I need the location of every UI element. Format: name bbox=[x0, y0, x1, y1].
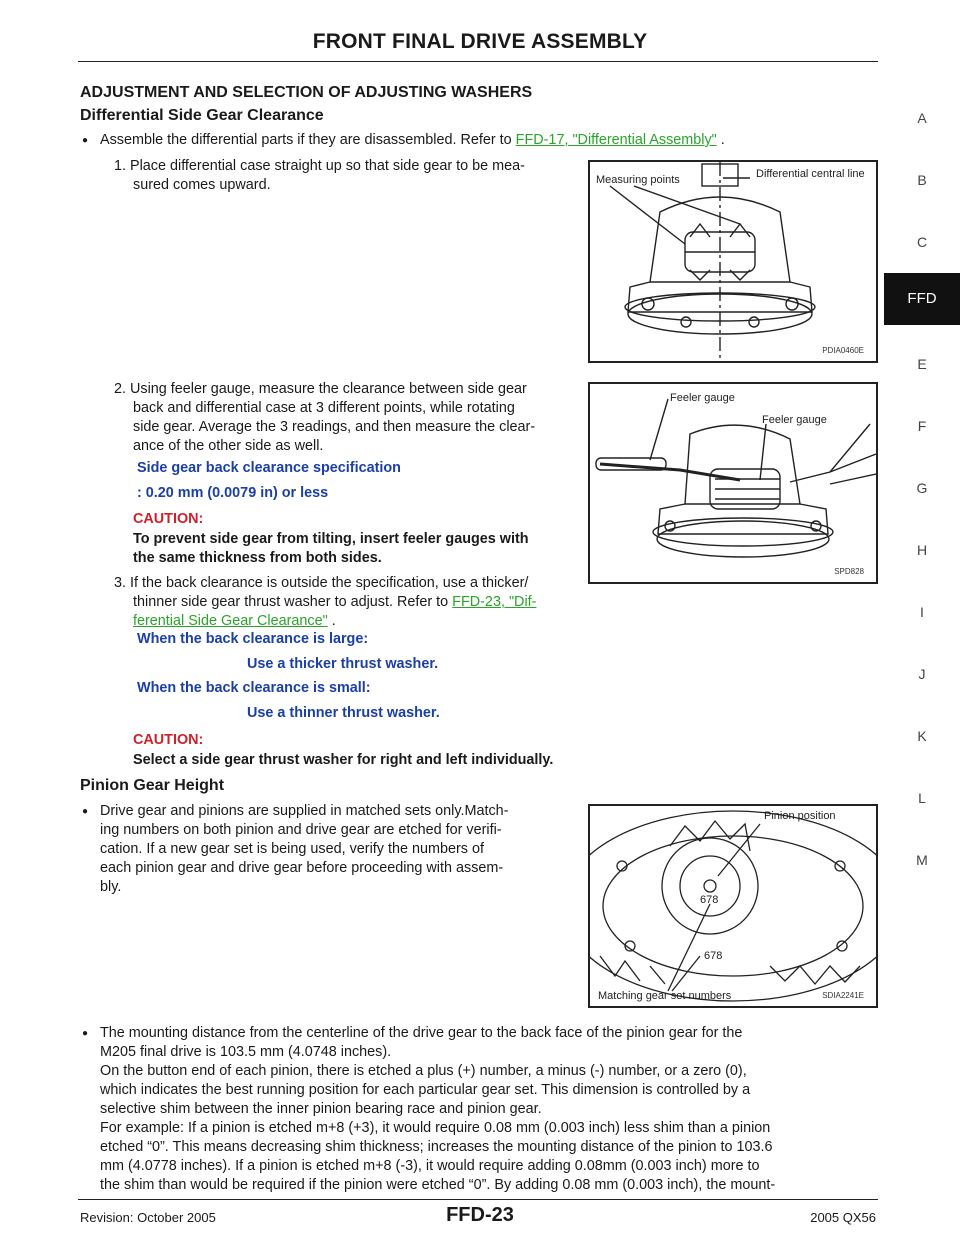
header-rule bbox=[78, 61, 878, 62]
pinion-para-d: each pinion gear and drive gear before proceeding with assem- bbox=[100, 860, 504, 876]
mount-para-1: The mounting distance from the centerline of the drive gear to the back face of the pinion gear for the bbox=[100, 1025, 743, 1041]
link-side-gear-clearance-a[interactable]: FFD-23, "Dif- bbox=[452, 594, 537, 610]
side-index-e[interactable]: E bbox=[917, 356, 927, 372]
side-index-b[interactable]: B bbox=[917, 172, 927, 188]
side-index-k[interactable]: K bbox=[917, 728, 927, 744]
step-3-text: thinner side gear thrust washer to adjust. Refer to bbox=[133, 594, 453, 610]
mount-para-4: which indicates the best running position for each particular gear set. This dimension is controlled by a bbox=[100, 1082, 751, 1098]
side-index-i[interactable]: I bbox=[920, 604, 924, 620]
figure-code: SPD828 bbox=[834, 567, 864, 576]
pinion-para-e: bly. bbox=[100, 879, 122, 895]
subsection-side-gear-title: Differential Side Gear Clearance bbox=[80, 107, 324, 124]
differential-case-drawing bbox=[590, 162, 876, 361]
side-index-g[interactable]: G bbox=[916, 480, 928, 496]
side-index-ffd[interactable]: FFD bbox=[884, 273, 960, 325]
footer-model: 2005 QX56 bbox=[810, 1210, 876, 1225]
label-etched-678-gear: 678 bbox=[704, 950, 723, 962]
pinion-gear-drawing bbox=[590, 806, 876, 1006]
figure-pinion-gear bbox=[588, 804, 878, 1008]
caution-body-b: the same thickness from both sides. bbox=[133, 550, 382, 566]
label-feeler-gauge-left: Feeler gauge bbox=[670, 392, 735, 404]
caution-body-a: To prevent side gear from tilting, insert feeler gauges with bbox=[133, 531, 529, 547]
figure-feeler-gauge bbox=[588, 382, 878, 584]
mount-para-6: For example: If a pinion is etched m+8 (+3), it would require 0.08 mm (0.003 inch) less shim than a pinion bbox=[100, 1120, 771, 1136]
footer-rule bbox=[78, 1199, 878, 1200]
bullet-dot: ● bbox=[82, 1028, 89, 1039]
side-index-j[interactable]: J bbox=[918, 666, 926, 682]
label-differential-central-line: Differential central line bbox=[756, 168, 865, 180]
step-2-line-d: ance of the other side as well. bbox=[133, 438, 324, 454]
step-3-end: . bbox=[327, 613, 336, 629]
pinion-para-a: Drive gear and pinions are supplied in matched sets only.Match- bbox=[100, 803, 509, 819]
spec-value: : 0.20 mm (0.0079 in) or less bbox=[137, 485, 329, 501]
label-measuring-points: Measuring points bbox=[596, 174, 680, 186]
bullet-assemble bbox=[100, 131, 880, 150]
side-index-c[interactable]: C bbox=[916, 234, 928, 250]
caution-body-2: Select a side gear thrust washer for right and left individually. bbox=[133, 752, 554, 768]
link-differential-assembly[interactable]: FFD-17, "Differential Assembly" bbox=[515, 132, 717, 148]
mount-para-2: M205 final drive is 103.5 mm (4.0748 inches). bbox=[100, 1044, 392, 1060]
bullet-dot: ● bbox=[82, 806, 89, 817]
mount-para-5: selective shim between the inner pinion bearing race and pinion gear. bbox=[100, 1101, 542, 1117]
side-index-m[interactable]: M bbox=[916, 852, 928, 868]
label-pinion-position: Pinion position bbox=[764, 810, 836, 822]
side-index-a[interactable]: A bbox=[917, 110, 927, 126]
pinion-para-b: ing numbers on both pinion and drive gear are etched for verifi- bbox=[100, 822, 502, 838]
step-1-line-b: sured comes upward. bbox=[133, 177, 271, 193]
footer-revision: Revision: October 2005 bbox=[80, 1210, 216, 1225]
spec-title: Side gear back clearance specification bbox=[137, 460, 401, 476]
mount-para-3: On the button end of each pinion, there is etched a plus (+) number, a minus (-) number, or a zero (0), bbox=[100, 1063, 747, 1079]
step-2-line-b: back and differential case at 3 different points, while rotating bbox=[133, 400, 515, 416]
large-clearance-value: Use a thicker thrust washer. bbox=[247, 656, 439, 672]
step-1-line-a: 1. Place differential case straight up so that side gear to be mea- bbox=[114, 158, 525, 174]
link-side-gear-clearance-b[interactable]: ferential Side Gear Clearance" bbox=[133, 613, 328, 629]
mount-para-7: etched “0”. This means decreasing shim thickness; increases the mounting distance of the pinion to 103.6 bbox=[100, 1139, 773, 1155]
figure-code: SDIA2241E bbox=[822, 991, 864, 1000]
label-matching-gear-set: Matching gear set numbers bbox=[598, 990, 732, 1002]
subsection-pinion-title: Pinion Gear Height bbox=[80, 777, 225, 794]
small-clearance-value: Use a thinner thrust washer. bbox=[247, 705, 440, 721]
caution-title-2: CAUTION: bbox=[133, 732, 204, 748]
side-index-h[interactable]: H bbox=[916, 542, 928, 558]
label-feeler-gauge-right: Feeler gauge bbox=[762, 414, 827, 426]
step-3-line-c bbox=[133, 612, 580, 631]
feeler-gauge-drawing bbox=[590, 384, 876, 582]
step-2-line-a: 2. Using feeler gauge, measure the clearance between side gear bbox=[114, 381, 527, 397]
bullet-dot: ● bbox=[82, 135, 89, 146]
page-title: FRONT FINAL DRIVE ASSEMBLY bbox=[312, 30, 648, 53]
step-3-line-a: 3. If the back clearance is outside the specification, use a thicker/ bbox=[114, 575, 529, 591]
side-index-l[interactable]: L bbox=[918, 790, 926, 806]
large-clearance-title: When the back clearance is large: bbox=[137, 631, 369, 647]
figure-differential-case bbox=[588, 160, 878, 363]
side-index-f[interactable]: F bbox=[917, 418, 927, 434]
bullet-assemble-text: Assemble the differential parts if they are disassembled. Refer to bbox=[100, 132, 516, 148]
bullet-assemble-end: . bbox=[716, 132, 725, 148]
label-etched-678-pinion: 678 bbox=[700, 894, 719, 906]
page-number: FFD-23 bbox=[446, 1204, 514, 1226]
figure-code: PDIA0460E bbox=[822, 346, 864, 355]
caution-title: CAUTION: bbox=[133, 511, 204, 527]
small-clearance-title: When the back clearance is small: bbox=[137, 680, 371, 696]
mount-para-8: mm (4.0778 inches). If a pinion is etched m+8 (-3), it would require adding 0.08mm (0.003 inch) more to bbox=[100, 1158, 760, 1174]
section-title: ADJUSTMENT AND SELECTION OF ADJUSTING WASHERS bbox=[80, 84, 533, 101]
pinion-para-c: cation. If a new gear set is being used, verify the numbers of bbox=[100, 841, 484, 857]
step-2-line-c: side gear. Average the 3 readings, and then measure the clear- bbox=[133, 419, 536, 435]
mount-para-9: the shim than would be required if the pinion were etched “0”. By adding 0.08 mm (0.003 inch), the mount- bbox=[100, 1177, 776, 1193]
step-3-line-b bbox=[133, 593, 580, 612]
